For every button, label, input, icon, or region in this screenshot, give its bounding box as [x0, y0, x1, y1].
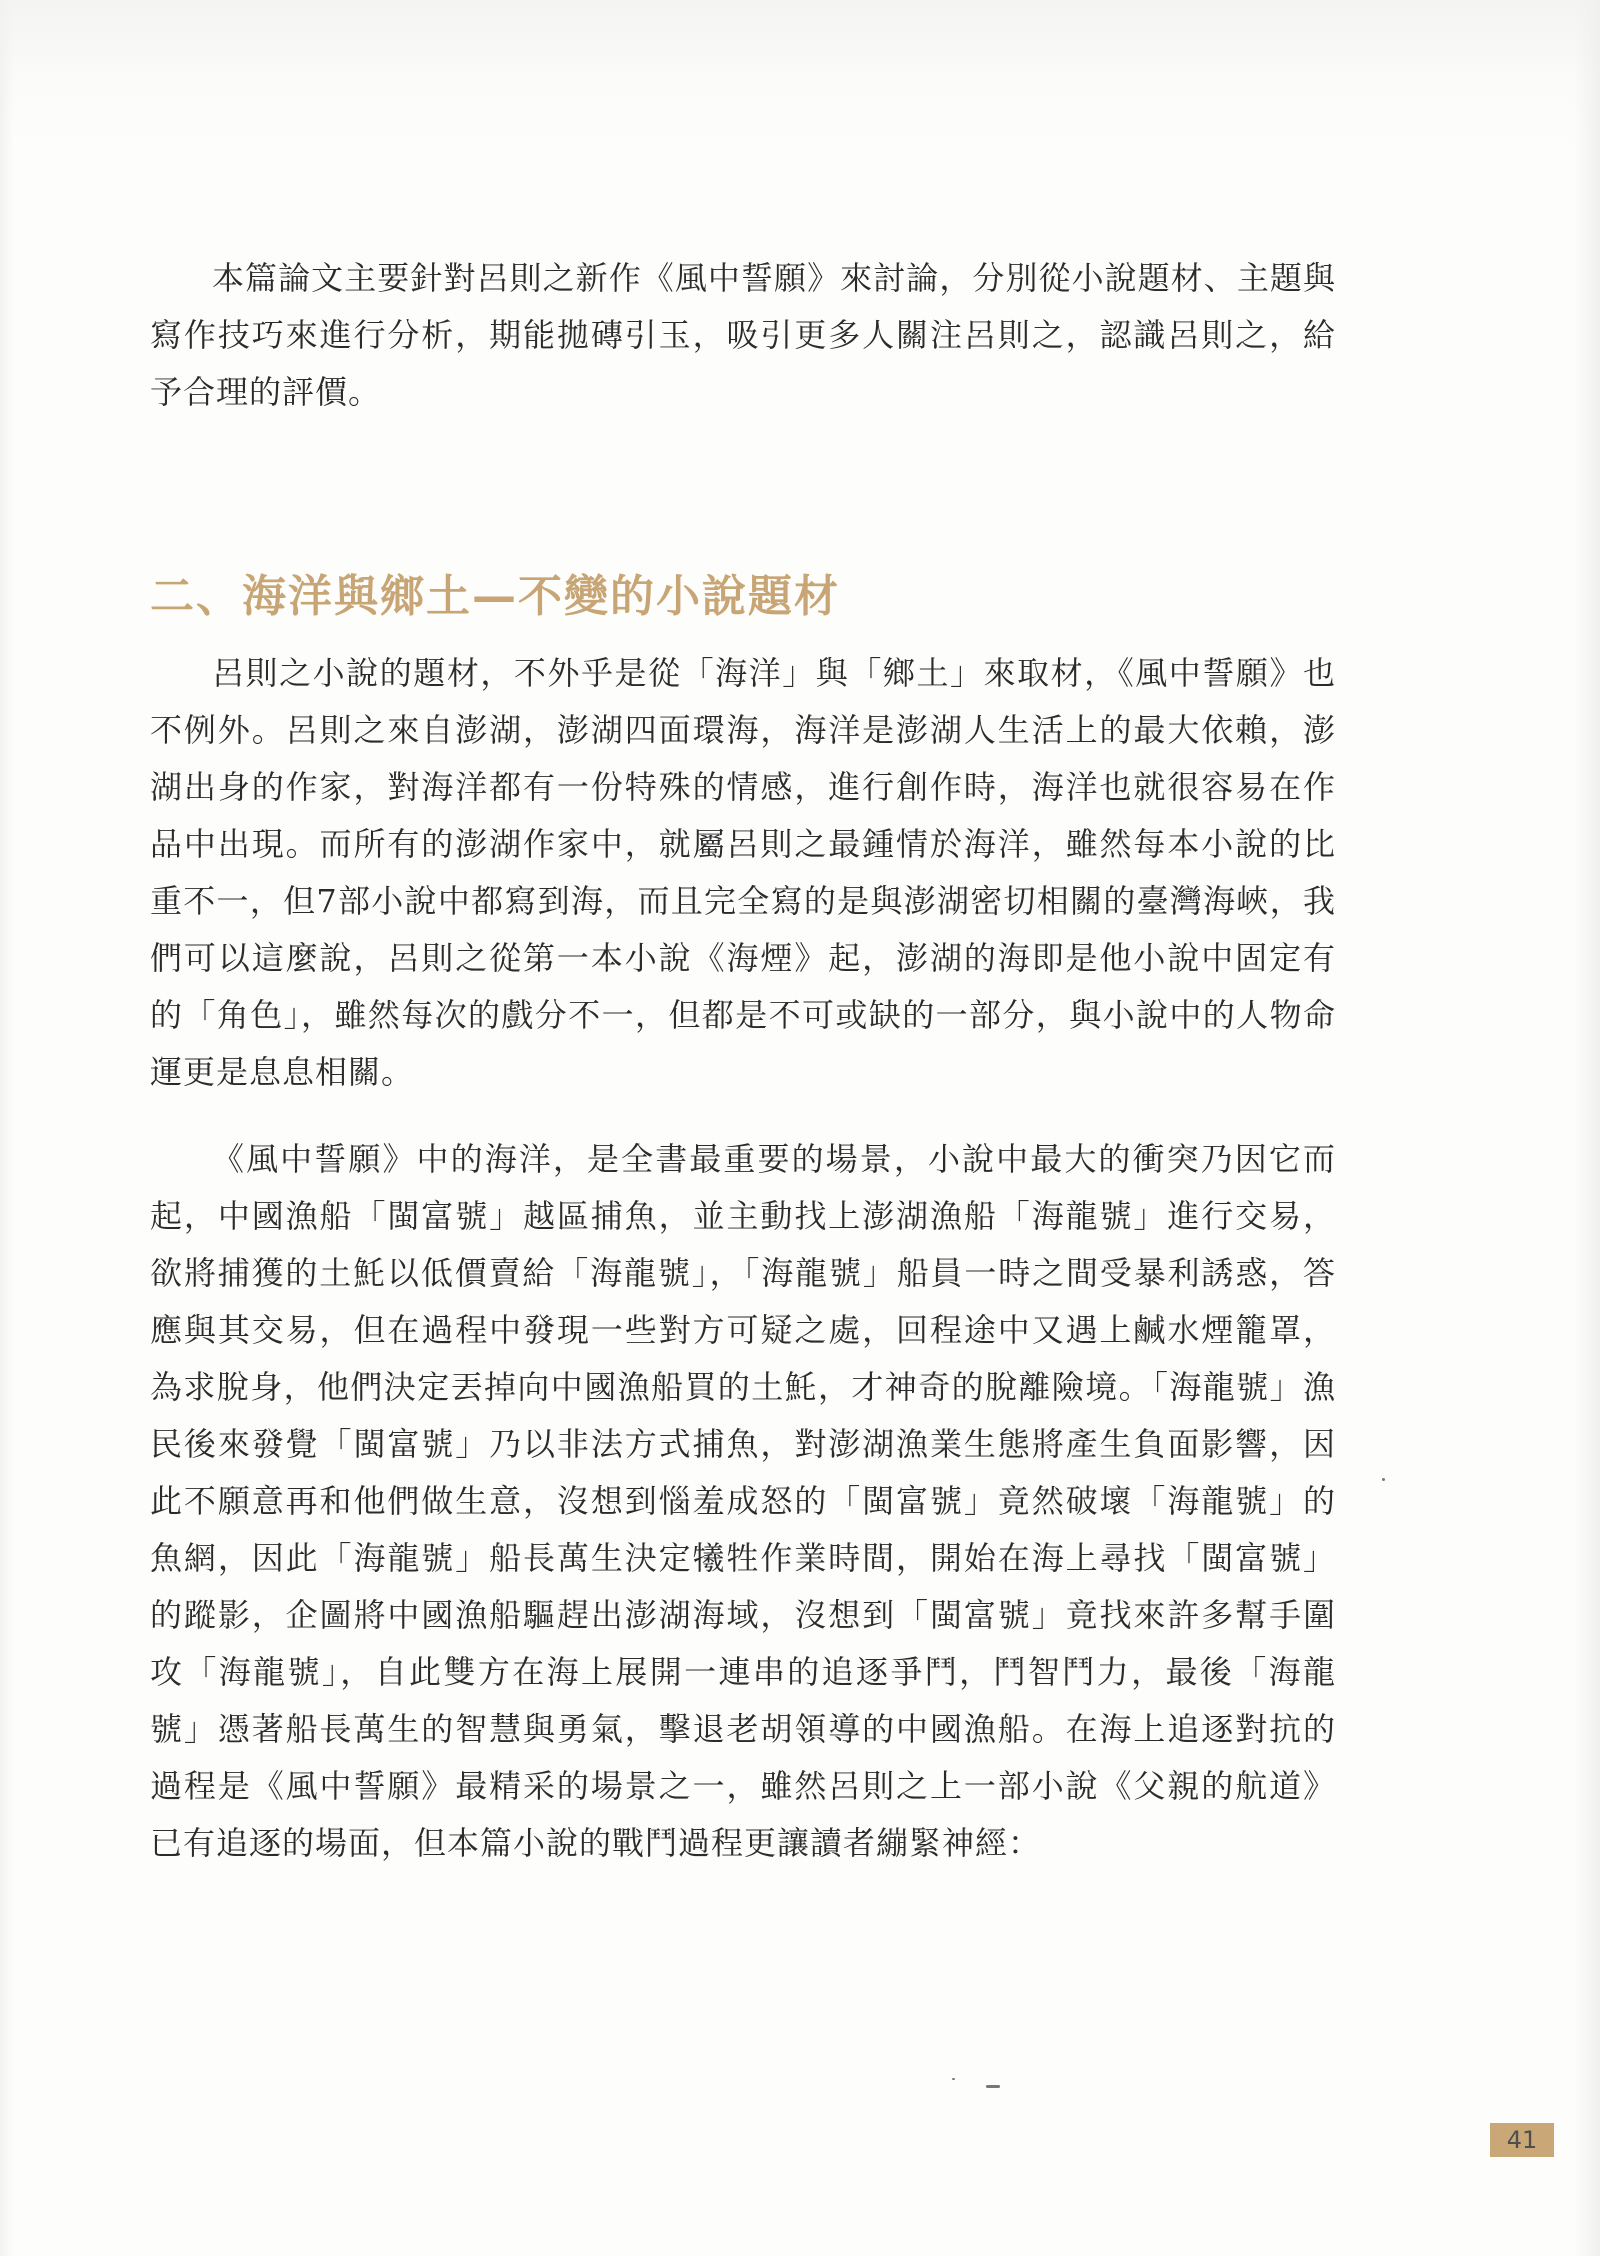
body-paragraph-1: 呂則之小說的題材，不外乎是從「海洋」與「鄉土」來取材，《風中誓願》也不例外。呂則之來自澎湖，澎湖四面環海，海洋是澎湖人生活上的最大依賴，澎湖出身的作家，對海洋都有一份特殊的情感，進行創作時，海洋也就很容易在作品中出現。而所有的澎湖作家中，就屬呂則之最鍾情於海洋，雖然每本小說的比重不一，但7部小說中都寫到海，而且完全寫的是與澎湖密切相關的臺灣海峽，我們可以這麼說，呂則之從第一本小說《海煙》起，澎湖的海即是他小說中固定有的「角色」，雖然每次的戲分不一，但都是不可或缺的一部分，與小說中的人物命運更是息息相關。	[150, 654, 1336, 1091]
body-paragraph-2: 《風中誓願》中的海洋，是全書最重要的場景，小說中最大的衝突乃因它而起，中國漁船「閩富號」越區捕魚，並主動找上澎湖漁船「海龍號」進行交易，欲將捕獲的土魠以低價賣給「海龍號」，「海龍號」船員一時之間受暴利誘惑，答應與其交易，但在過程中發現一些對方可疑之處，回程途中又遇上鹹水煙籠罩，為求脫身，他們決定丟掉向中國漁船買的土魠，才神奇的脫離險境。「海龍號」漁民後來發覺「閩富號」乃以非法方式捕魚，對澎湖漁業生態將產生負面影響，因此不願意再和他們做生意，沒想到惱羞成怒的「閩富號」竟然破壞「海龍號」的魚網，因此「海龍號」船長萬生決定犧牲作業時間，開始在海上尋找「閩富號」的蹤影，企圖將中國漁船驅趕出澎湖海域，沒想到「閩富號」竟找來許多幫手圍攻「海龍號」，自此雙方在海上展開一連串的追逐爭鬥，鬥智鬥力，最後「海龍號」憑著船長萬生的智慧與勇氣，擊退老胡領導的中國漁船。在海上追逐對抗的過程是《風中誓願》最精采的場景之一，雖然呂則之上一部小說《父親的航道》已有追逐的場面，但本篇小說的戰鬥過程更讓讀者繃緊神經：	[150, 1140, 1336, 1862]
page-edge-left	[0, 0, 14, 2256]
intro-paragraph: 本篇論文主要針對呂則之新作《風中誓願》來討論，分別從小說題材、主題與寫作技巧來進行分析，期能拋磚引玉，吸引更多人關注呂則之，認識呂則之，給予合理的評價。	[150, 259, 1336, 411]
scan-speck	[952, 2078, 955, 2080]
page-edge-right	[1574, 0, 1600, 2256]
scan-speck	[1382, 1478, 1385, 1481]
scan-shading	[0, 0, 1600, 150]
section-heading: 二、海洋與鄉土—不變的小說題材	[150, 571, 840, 622]
scan-speck	[986, 2085, 1000, 2088]
page-number: 41	[1490, 2123, 1554, 2157]
